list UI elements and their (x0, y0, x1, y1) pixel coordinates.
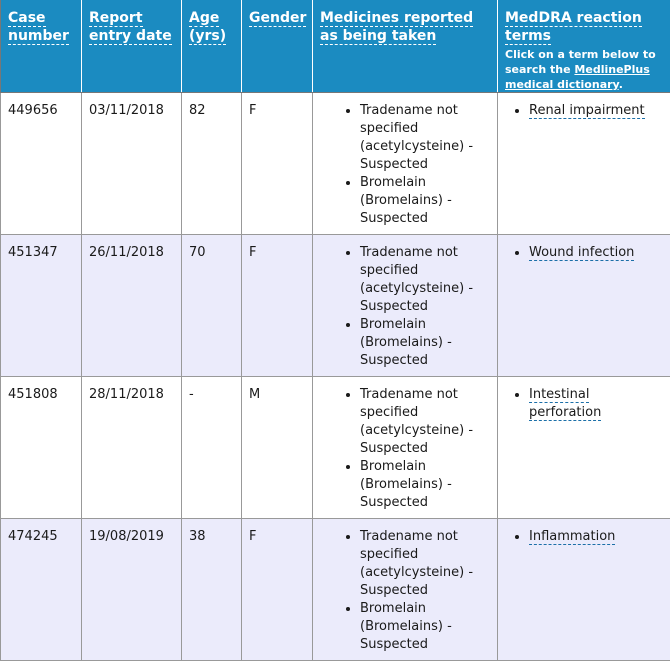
medicine-item: • Bromelain (Bromelains) - Suspected (360, 316, 490, 370)
medicine-item: • Bromelain (Bromelains) - Suspected (360, 600, 490, 654)
medicine-item: • Tradename not specified (acetylcysteine) - Suspected (360, 102, 490, 174)
reactions-note-text: Click on a term below to search the (505, 48, 656, 76)
table-row (1, 235, 670, 377)
case-number-cell: 474245 (1, 519, 82, 661)
sort-link-gender[interactable]: Gender (249, 10, 306, 27)
reaction-term-link[interactable]: Wound infection (529, 245, 634, 261)
medicines-list (320, 102, 490, 228)
sort-link-medicines[interactable]: Medicines reported as being taken (320, 10, 473, 45)
reaction-item (529, 102, 663, 120)
header-row (1, 0, 670, 93)
reactions-note (505, 47, 664, 92)
reactions-note-end: . (619, 78, 623, 91)
reactions-cell (498, 93, 670, 235)
report-date-cell: 03/11/2018 (82, 93, 182, 235)
gender-cell: F (242, 519, 313, 661)
medicines-cell (313, 235, 498, 377)
reaction-item (529, 386, 663, 422)
report-date-cell: 19/08/2019 (82, 519, 182, 661)
report-date-cell: 28/11/2018 (82, 377, 182, 519)
table-row (1, 377, 670, 519)
gender-cell: F (242, 93, 313, 235)
sort-link-case-number[interactable]: Case number (8, 10, 69, 45)
sort-link-age[interactable]: Age (yrs) (189, 10, 226, 45)
age-cell: 70 (182, 235, 242, 377)
header-gender[interactable] (242, 0, 313, 93)
medicine-item: • Bromelain (Bromelains) - Suspected (360, 174, 490, 228)
sort-link-report-date[interactable]: Report entry date (89, 10, 172, 45)
case-number-cell: 451808 (1, 377, 82, 519)
reactions-cell (498, 519, 670, 661)
reactions-list (505, 244, 663, 262)
reactions-list (505, 386, 663, 422)
header-reactions (498, 0, 670, 93)
medicine-item: • Tradename not specified (acetylcysteine) - Suspected (360, 528, 490, 600)
reaction-term-link[interactable]: Intestinal perforation (529, 387, 601, 421)
medicines-list (320, 244, 490, 370)
medicine-item: • Tradename not specified (acetylcysteine) - Suspected (360, 244, 490, 316)
medicines-list (320, 528, 490, 654)
reaction-item (529, 528, 663, 546)
medicine-item: • Bromelain (Bromelains) - Suspected (360, 458, 490, 512)
case-number-cell: 449656 (1, 93, 82, 235)
reaction-item (529, 244, 663, 262)
report-date-cell: 26/11/2018 (82, 235, 182, 377)
reactions-cell (498, 377, 670, 519)
medicines-list (320, 386, 490, 512)
gender-cell: F (242, 235, 313, 377)
table-row (1, 519, 670, 661)
header-report-date[interactable] (82, 0, 182, 93)
header-medicines[interactable] (313, 0, 498, 93)
age-cell: - (182, 377, 242, 519)
reaction-term-link[interactable]: Renal impairment (529, 103, 645, 119)
sort-link-reactions[interactable]: MedDRA reaction terms (505, 10, 642, 45)
medicine-item: • Tradename not specified (acetylcysteine) - Suspected (360, 386, 490, 458)
header-case-number[interactable] (1, 0, 82, 93)
medicines-cell (313, 519, 498, 661)
gender-cell: M (242, 377, 313, 519)
table-row (1, 93, 670, 235)
age-cell: 82 (182, 93, 242, 235)
case-number-cell: 451347 (1, 235, 82, 377)
age-cell: 38 (182, 519, 242, 661)
reactions-cell (498, 235, 670, 377)
medlineplus-link[interactable]: MedlinePlus medical dictionary (505, 63, 650, 91)
reaction-term-link[interactable]: Inflammation (529, 529, 615, 545)
medicines-cell (313, 377, 498, 519)
header-age[interactable] (182, 0, 242, 93)
reactions-list (505, 528, 663, 546)
reactions-list (505, 102, 663, 120)
medicines-cell (313, 93, 498, 235)
